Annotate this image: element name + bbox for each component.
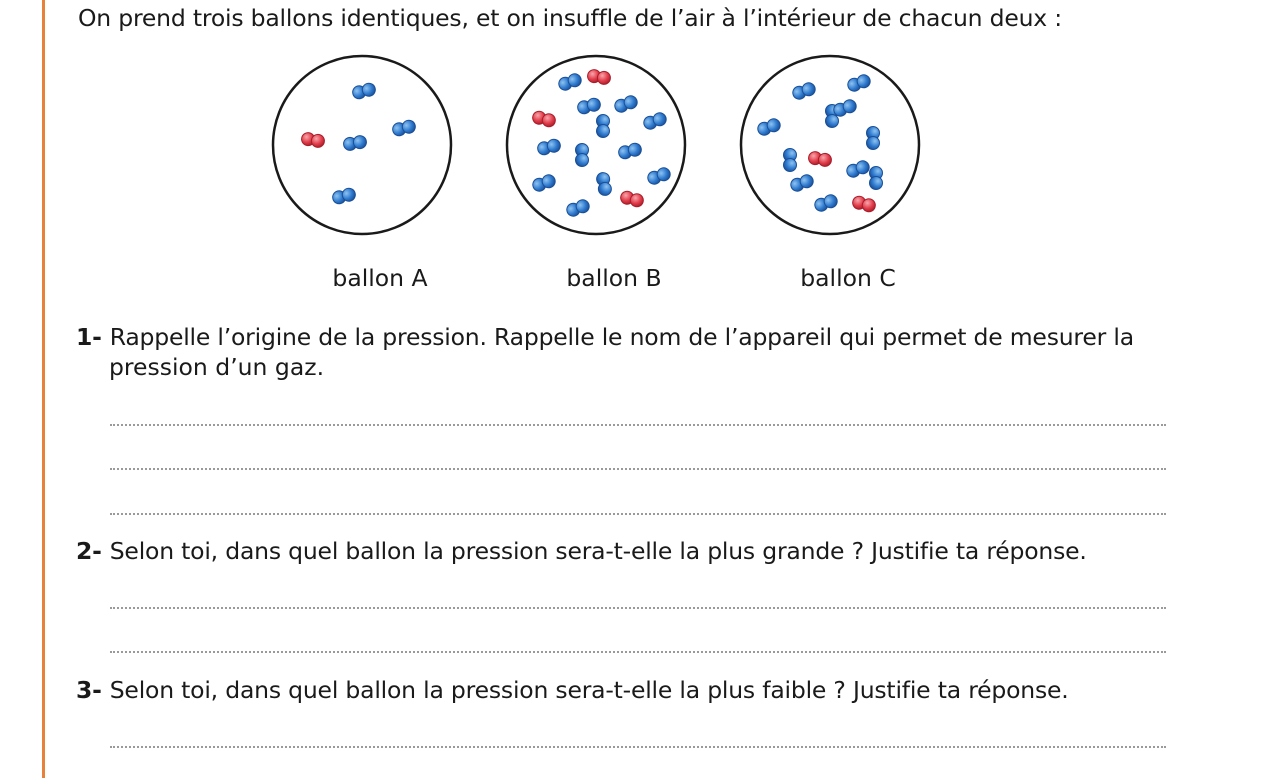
intro-text: On prend trois ballons identiques, et on insuffle de l’air à l’intérieur de chacun deux : <box>78 4 1062 32</box>
balloon-b-label: ballon B <box>566 264 662 292</box>
question-2-number: 2- <box>76 537 102 565</box>
answer-line[interactable] <box>110 607 1166 609</box>
molecule-blue <box>867 127 880 150</box>
question-3-text: Selon toi, dans quel ballon la pression sera-t-elle la plus faible ? Justifie ta réponse. <box>109 676 1069 704</box>
question-1-text-continued: pression d’un gaz. <box>109 353 325 381</box>
question-1-text: Rappelle l’origine de la pression. Rappelle le nom de l’appareil qui permet de mesurer la <box>109 323 1134 351</box>
balloon-a <box>273 56 451 234</box>
molecule-blue <box>576 144 589 167</box>
answer-line[interactable] <box>110 746 1166 748</box>
balloon-c-label: ballon C <box>800 264 896 292</box>
molecule-blue <box>597 115 610 138</box>
question-2 <box>76 537 1087 565</box>
question-3-number: 3- <box>76 676 102 704</box>
balloon-b <box>507 56 685 234</box>
answer-line[interactable] <box>110 651 1166 653</box>
molecule-blue <box>870 167 883 190</box>
answer-line[interactable] <box>110 468 1166 470</box>
molecule-blue <box>784 149 797 172</box>
answer-line[interactable] <box>110 424 1166 426</box>
balloons-figure <box>0 0 1280 260</box>
question-2-text: Selon toi, dans quel ballon la pression sera-t-elle la plus grande ? Justifie ta réponse. <box>109 537 1087 565</box>
question-1 <box>76 323 1134 351</box>
balloon-a-label: ballon A <box>332 264 428 292</box>
answer-line[interactable] <box>110 513 1166 515</box>
question-1-number: 1- <box>76 323 102 351</box>
question-3 <box>76 676 1069 704</box>
balloon-c <box>741 56 919 234</box>
